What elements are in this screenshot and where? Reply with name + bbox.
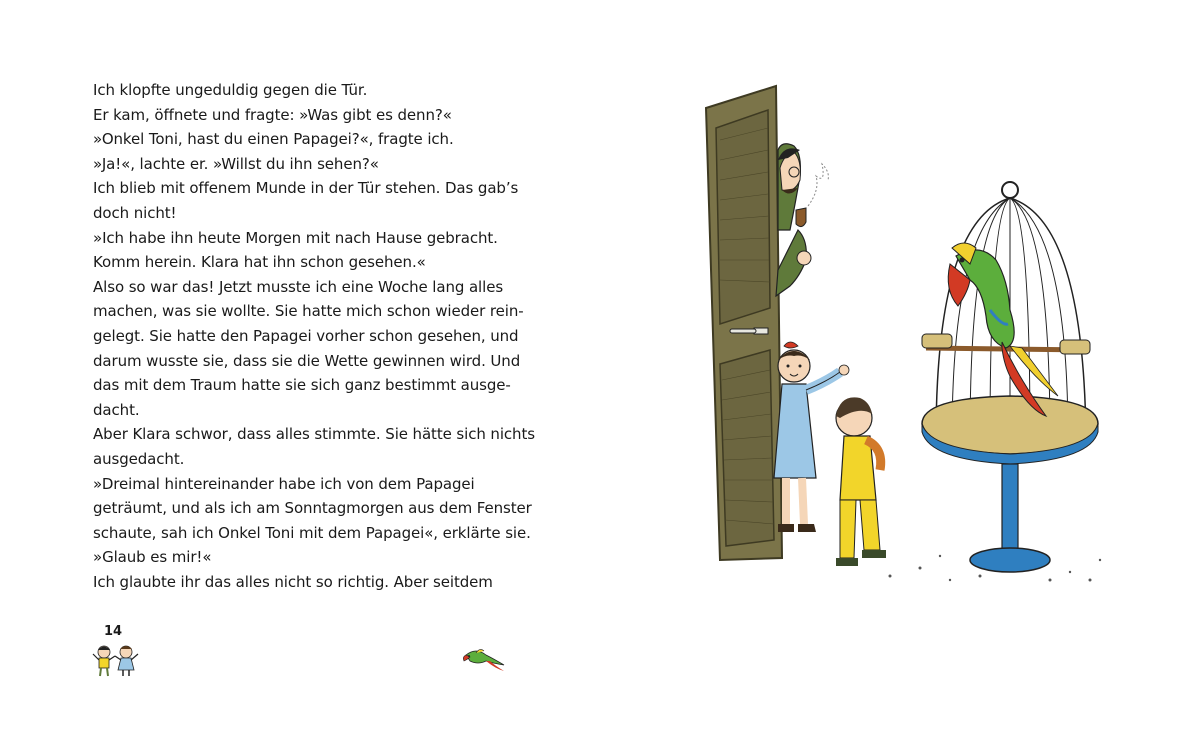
story-line: »Onkel Toni, hast du einen Papagei?«, fragte ich. (93, 130, 454, 149)
story-line: gelegt. Sie hatte den Papagei vorher schon gesehen, und (93, 326, 519, 345)
story-line: ausgedacht. (93, 449, 185, 468)
story-line: Komm herein. Klara hat ihn schon gesehen.« (93, 253, 426, 272)
parrot-logo-icon (462, 645, 506, 673)
story-line: Also so war das! Jetzt musste ich eine Woche lang alles (93, 277, 504, 296)
story-line: schaute, sah ich Onkel Toni mit dem Papagei«, erklärte sie. (93, 523, 531, 542)
story-line: geträumt, und als ich am Sonntagmorgen aus dem Fenster (93, 499, 532, 518)
kids-logo-icon (90, 642, 142, 678)
story-line: Ich glaubte ihr das alles nicht so richtig. Aber seitdem (93, 572, 493, 591)
story-text (93, 78, 533, 594)
story-line: »Glaub es mir!« (93, 548, 212, 567)
story-line: »Dreimal hintereinander habe ich von dem Papagei (93, 474, 475, 493)
story-line: dacht. (93, 400, 140, 419)
uncle-figure (776, 144, 828, 296)
story-illustration (690, 80, 1110, 600)
story-line: Aber Klara schwor, dass alles stimmte. Sie hätte sich nichts (93, 425, 535, 444)
story-line: machen, was sie wollte. Sie hatte mich schon wieder rein- (93, 302, 524, 321)
story-line: darum wusste sie, dass sie die Wette gewinnen wird. Und (93, 351, 521, 370)
door (706, 86, 782, 560)
story-line: »Ja!«, lachte er. »Willst du ihn sehen?« (93, 154, 379, 173)
story-line: Ich blieb mit offenem Munde in der Tür stehen. Das gab’s (93, 179, 519, 198)
girl-figure (774, 342, 849, 532)
boy-figure (836, 397, 886, 566)
parrot (948, 243, 1058, 416)
story-line: Ich klopfte ungeduldig gegen die Tür. (93, 81, 368, 99)
page-number: 14 (104, 624, 123, 639)
story-line: das mit dem Traum hatte sie sich ganz bestimmt ausge- (93, 376, 511, 395)
story-line: doch nicht! (93, 203, 177, 222)
story-line: »Ich habe ihn heute Morgen mit nach Hause gebracht. (93, 228, 498, 247)
story-line: Er kam, öffnete und fragte: »Was gibt es denn?« (93, 105, 452, 124)
